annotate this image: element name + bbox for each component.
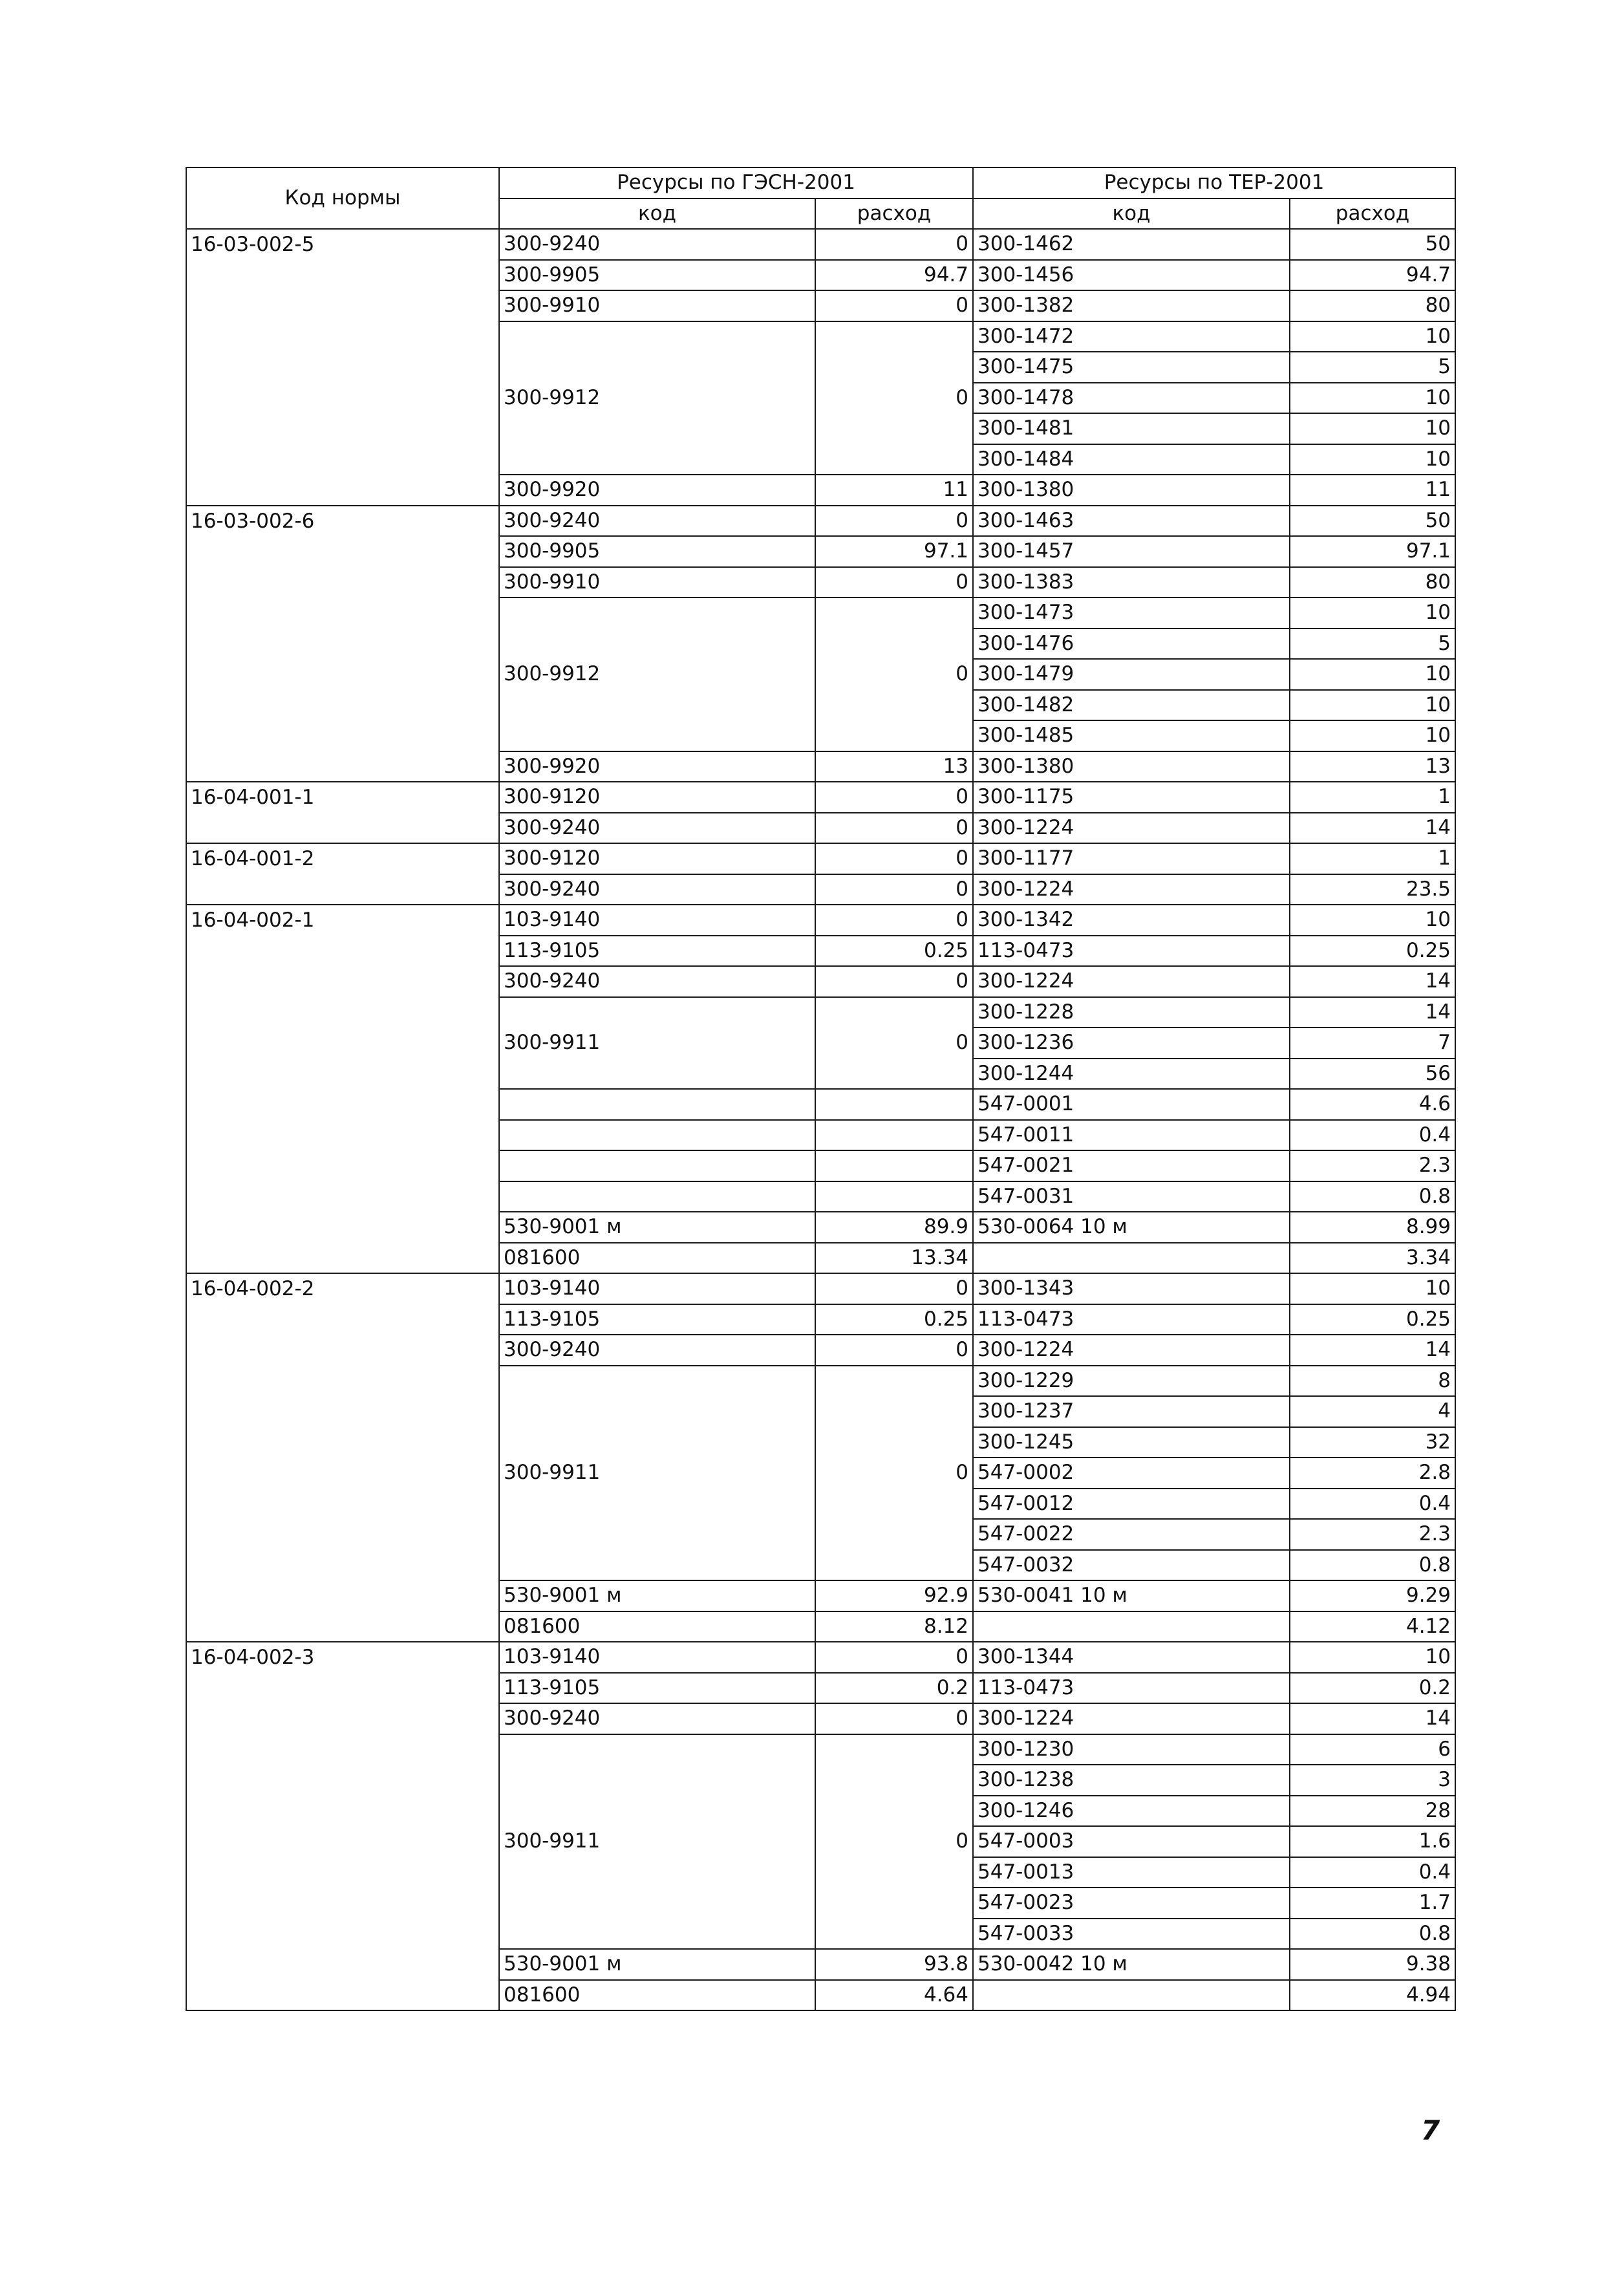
ter-qty-cell: 11 xyxy=(1290,475,1455,506)
ter-code-cell: 547-0013 xyxy=(973,1857,1290,1888)
gesn-qty-cell: 94.7 xyxy=(815,260,973,291)
gesn-qty-cell: 11 xyxy=(815,475,973,506)
gesn-qty-cell: 0.25 xyxy=(815,936,973,967)
ter-code-cell: 300-1382 xyxy=(973,290,1290,321)
gesn-qty-cell: 0 xyxy=(815,1335,973,1366)
ter-qty-cell: 80 xyxy=(1290,290,1455,321)
ter-qty-cell: 32 xyxy=(1290,1427,1455,1458)
gesn-code-cell: 300-9120 xyxy=(499,843,815,874)
ter-qty-cell: 0.2 xyxy=(1290,1673,1455,1704)
gesn-code-cell: 081600 xyxy=(499,1611,815,1642)
gesn-qty-cell: 97.1 xyxy=(815,536,973,567)
ter-code-cell: 547-0023 xyxy=(973,1888,1290,1919)
ter-qty-cell: 1.6 xyxy=(1290,1826,1455,1857)
ter-code-cell: 300-1229 xyxy=(973,1366,1290,1397)
gesn-code-cell: 113-9105 xyxy=(499,936,815,967)
gesn-qty-cell: 8.12 xyxy=(815,1611,973,1642)
gesn-code-cell: 300-9920 xyxy=(499,475,815,506)
header-ter-group: Ресурсы по ТЕР-2001 xyxy=(973,167,1455,199)
ter-code-cell: 300-1457 xyxy=(973,536,1290,567)
ter-code-cell: 300-1472 xyxy=(973,321,1290,352)
header-ter-code: код xyxy=(973,199,1290,230)
ter-code-cell: 300-1478 xyxy=(973,383,1290,414)
ter-qty-cell: 0.8 xyxy=(1290,1550,1455,1581)
gesn-qty-cell: 0 xyxy=(815,874,973,905)
ter-code-cell: 300-1175 xyxy=(973,782,1290,813)
gesn-code-cell: 300-9920 xyxy=(499,751,815,782)
ter-code-cell: 113-0473 xyxy=(973,936,1290,967)
ter-qty-cell: 10 xyxy=(1290,659,1455,690)
ter-code-cell: 300-1481 xyxy=(973,413,1290,444)
ter-qty-cell: 8 xyxy=(1290,1366,1455,1397)
ter-code-cell: 300-1230 xyxy=(973,1734,1290,1765)
ter-code-cell: 300-1380 xyxy=(973,475,1290,506)
norm-code-cell: 16-04-001-2 xyxy=(186,843,499,905)
gesn-code-cell: 300-9910 xyxy=(499,290,815,321)
gesn-qty-cell: 92.9 xyxy=(815,1580,973,1611)
gesn-qty-cell: 0 xyxy=(815,997,973,1090)
ter-code-cell: 300-1246 xyxy=(973,1796,1290,1827)
ter-code-cell: 300-1484 xyxy=(973,444,1290,475)
gesn-qty-cell xyxy=(815,1181,973,1212)
gesn-qty-cell: 0 xyxy=(815,843,973,874)
gesn-qty-cell: 0 xyxy=(815,1273,973,1304)
ter-code-cell: 530-0042 10 м xyxy=(973,1949,1290,1980)
ter-code-cell: 530-0064 10 м xyxy=(973,1212,1290,1243)
ter-code-cell: 547-0021 xyxy=(973,1150,1290,1181)
gesn-qty-cell xyxy=(815,1089,973,1120)
gesn-code-cell xyxy=(499,1120,815,1151)
gesn-qty-cell: 0 xyxy=(815,966,973,997)
gesn-qty-cell: 0 xyxy=(815,321,973,475)
ter-qty-cell: 1 xyxy=(1290,843,1455,874)
gesn-code-cell: 103-9140 xyxy=(499,1273,815,1304)
ter-qty-cell: 50 xyxy=(1290,506,1455,537)
gesn-code-cell: 081600 xyxy=(499,1980,815,2011)
ter-qty-cell: 28 xyxy=(1290,1796,1455,1827)
header-gesn-code: код xyxy=(499,199,815,230)
ter-code-cell: 300-1343 xyxy=(973,1273,1290,1304)
ter-code-cell: 547-0022 xyxy=(973,1519,1290,1550)
ter-code-cell: 547-0032 xyxy=(973,1550,1290,1581)
norm-code-cell: 16-03-002-5 xyxy=(186,229,499,506)
gesn-code-cell: 300-9912 xyxy=(499,597,815,751)
gesn-code-cell: 300-9240 xyxy=(499,966,815,997)
gesn-code-cell: 300-9905 xyxy=(499,536,815,567)
ter-qty-cell: 7 xyxy=(1290,1028,1455,1059)
ter-code-cell: 300-1476 xyxy=(973,629,1290,660)
ter-qty-cell: 4.6 xyxy=(1290,1089,1455,1120)
ter-code-cell: 300-1245 xyxy=(973,1427,1290,1458)
gesn-code-cell: 300-9911 xyxy=(499,1366,815,1581)
ter-qty-cell: 4.94 xyxy=(1290,1980,1455,2011)
ter-qty-cell: 0.8 xyxy=(1290,1181,1455,1212)
ter-code-cell: 113-0473 xyxy=(973,1673,1290,1704)
gesn-qty-cell: 0 xyxy=(815,597,973,751)
gesn-code-cell xyxy=(499,1181,815,1212)
ter-code-cell: 530-0041 10 м xyxy=(973,1580,1290,1611)
ter-qty-cell: 1.7 xyxy=(1290,1888,1455,1919)
ter-code-cell: 547-0002 xyxy=(973,1458,1290,1489)
resource-table xyxy=(186,167,1456,2011)
ter-qty-cell: 9.38 xyxy=(1290,1949,1455,1980)
ter-code-cell: 300-1485 xyxy=(973,720,1290,751)
gesn-code-cell: 081600 xyxy=(499,1243,815,1274)
gesn-code-cell: 530-9001 м xyxy=(499,1949,815,1980)
ter-qty-cell: 2.3 xyxy=(1290,1519,1455,1550)
gesn-qty-cell: 0 xyxy=(815,1366,973,1581)
ter-qty-cell: 97.1 xyxy=(1290,536,1455,567)
ter-code-cell: 300-1224 xyxy=(973,813,1290,844)
gesn-qty-cell: 0 xyxy=(815,905,973,936)
gesn-qty-cell: 0 xyxy=(815,506,973,537)
ter-code-cell: 547-0012 xyxy=(973,1489,1290,1520)
norm-code-cell: 16-04-002-2 xyxy=(186,1273,499,1642)
norm-code-cell: 16-04-001-1 xyxy=(186,782,499,843)
ter-qty-cell: 10 xyxy=(1290,444,1455,475)
gesn-qty-cell: 0 xyxy=(815,229,973,260)
ter-qty-cell: 6 xyxy=(1290,1734,1455,1765)
gesn-qty-cell: 0 xyxy=(815,813,973,844)
gesn-code-cell xyxy=(499,1150,815,1181)
ter-qty-cell: 3 xyxy=(1290,1765,1455,1796)
ter-code-cell: 547-0003 xyxy=(973,1826,1290,1857)
gesn-code-cell: 300-9240 xyxy=(499,1335,815,1366)
ter-code-cell: 300-1456 xyxy=(973,260,1290,291)
ter-qty-cell: 5 xyxy=(1290,629,1455,660)
table-row xyxy=(186,905,1455,936)
gesn-code-cell: 300-9911 xyxy=(499,997,815,1090)
ter-qty-cell: 13 xyxy=(1290,751,1455,782)
ter-qty-cell: 3.34 xyxy=(1290,1243,1455,1274)
ter-qty-cell: 0.4 xyxy=(1290,1857,1455,1888)
gesn-qty-cell xyxy=(815,1120,973,1151)
gesn-code-cell: 530-9001 м xyxy=(499,1580,815,1611)
ter-qty-cell: 10 xyxy=(1290,413,1455,444)
ter-qty-cell: 10 xyxy=(1290,720,1455,751)
ter-code-cell: 300-1177 xyxy=(973,843,1290,874)
gesn-qty-cell xyxy=(815,1150,973,1181)
ter-qty-cell: 94.7 xyxy=(1290,260,1455,291)
ter-code-cell: 300-1236 xyxy=(973,1028,1290,1059)
ter-qty-cell: 9.29 xyxy=(1290,1580,1455,1611)
ter-qty-cell: 10 xyxy=(1290,597,1455,629)
ter-code-cell: 300-1344 xyxy=(973,1642,1290,1673)
ter-qty-cell: 14 xyxy=(1290,966,1455,997)
ter-code-cell: 300-1228 xyxy=(973,997,1290,1028)
ter-code-cell: 300-1383 xyxy=(973,567,1290,598)
gesn-code-cell: 300-9240 xyxy=(499,813,815,844)
ter-code-cell: 300-1463 xyxy=(973,506,1290,537)
gesn-code-cell: 300-9905 xyxy=(499,260,815,291)
header-gesn-qty: расход xyxy=(815,199,973,230)
norm-code-cell: 16-04-002-3 xyxy=(186,1642,499,2010)
ter-code-cell: 300-1224 xyxy=(973,1335,1290,1366)
ter-qty-cell: 50 xyxy=(1290,229,1455,260)
gesn-qty-cell: 0.25 xyxy=(815,1304,973,1335)
ter-code-cell: 300-1244 xyxy=(973,1059,1290,1090)
ter-qty-cell: 2.3 xyxy=(1290,1150,1455,1181)
header-ter-qty: расход xyxy=(1290,199,1455,230)
ter-code-cell: 300-1224 xyxy=(973,1703,1290,1734)
ter-qty-cell: 10 xyxy=(1290,690,1455,721)
header-norm-code: Код нормы xyxy=(186,167,499,229)
ter-qty-cell: 14 xyxy=(1290,1335,1455,1366)
gesn-code-cell: 300-9911 xyxy=(499,1734,815,1950)
ter-code-cell: 300-1224 xyxy=(973,874,1290,905)
gesn-code-cell: 300-9240 xyxy=(499,1703,815,1734)
ter-code-cell: 300-1224 xyxy=(973,966,1290,997)
gesn-qty-cell: 0 xyxy=(815,782,973,813)
ter-qty-cell: 10 xyxy=(1290,321,1455,352)
ter-qty-cell: 4 xyxy=(1290,1396,1455,1427)
ter-code-cell: 113-0473 xyxy=(973,1304,1290,1335)
table-row xyxy=(186,843,1455,874)
gesn-code-cell xyxy=(499,1089,815,1120)
table-row xyxy=(186,782,1455,813)
ter-code-cell: 547-0031 xyxy=(973,1181,1290,1212)
ter-qty-cell: 10 xyxy=(1290,1642,1455,1673)
ter-code-cell: 300-1473 xyxy=(973,597,1290,629)
table-row xyxy=(186,229,1455,260)
gesn-qty-cell: 89.9 xyxy=(815,1212,973,1243)
gesn-qty-cell: 0 xyxy=(815,1734,973,1950)
gesn-code-cell: 300-9240 xyxy=(499,229,815,260)
gesn-qty-cell: 4.64 xyxy=(815,1980,973,2011)
header-gesn-group: Ресурсы по ГЭСН-2001 xyxy=(499,167,973,199)
gesn-qty-cell: 0 xyxy=(815,290,973,321)
gesn-code-cell: 300-9912 xyxy=(499,321,815,475)
ter-code-cell: 300-1238 xyxy=(973,1765,1290,1796)
ter-code-cell: 300-1237 xyxy=(973,1396,1290,1427)
table-row xyxy=(186,506,1455,537)
ter-qty-cell: 4.12 xyxy=(1290,1611,1455,1642)
gesn-qty-cell: 93.8 xyxy=(815,1949,973,1980)
table-body xyxy=(186,229,1455,2010)
ter-qty-cell: 1 xyxy=(1290,782,1455,813)
ter-qty-cell: 14 xyxy=(1290,813,1455,844)
ter-qty-cell: 14 xyxy=(1290,997,1455,1028)
ter-code-cell xyxy=(973,1243,1290,1274)
ter-code-cell: 547-0001 xyxy=(973,1089,1290,1120)
ter-code-cell: 300-1380 xyxy=(973,751,1290,782)
table-row xyxy=(186,1273,1455,1304)
ter-qty-cell: 2.8 xyxy=(1290,1458,1455,1489)
ter-qty-cell: 0.4 xyxy=(1290,1120,1455,1151)
ter-qty-cell: 0.4 xyxy=(1290,1489,1455,1520)
gesn-qty-cell: 0 xyxy=(815,1703,973,1734)
ter-qty-cell: 10 xyxy=(1290,905,1455,936)
page-number: 7 xyxy=(1421,2115,1440,2146)
gesn-code-cell: 530-9001 м xyxy=(499,1212,815,1243)
ter-qty-cell: 5 xyxy=(1290,352,1455,383)
ter-qty-cell: 0.8 xyxy=(1290,1919,1455,1950)
ter-code-cell: 300-1462 xyxy=(973,229,1290,260)
gesn-code-cell: 113-9105 xyxy=(499,1673,815,1704)
gesn-code-cell: 300-9910 xyxy=(499,567,815,598)
norm-code-cell: 16-03-002-6 xyxy=(186,506,499,782)
ter-qty-cell: 23.5 xyxy=(1290,874,1455,905)
ter-code-cell: 300-1482 xyxy=(973,690,1290,721)
gesn-code-cell: 103-9140 xyxy=(499,905,815,936)
ter-code-cell: 300-1475 xyxy=(973,352,1290,383)
ter-code-cell: 547-0011 xyxy=(973,1120,1290,1151)
ter-qty-cell: 0.25 xyxy=(1290,936,1455,967)
gesn-code-cell: 300-9240 xyxy=(499,506,815,537)
gesn-code-cell: 113-9105 xyxy=(499,1304,815,1335)
gesn-code-cell: 103-9140 xyxy=(499,1642,815,1673)
ter-qty-cell: 80 xyxy=(1290,567,1455,598)
gesn-qty-cell: 0.2 xyxy=(815,1673,973,1704)
ter-code-cell xyxy=(973,1611,1290,1642)
ter-qty-cell: 8.99 xyxy=(1290,1212,1455,1243)
gesn-qty-cell: 0 xyxy=(815,567,973,598)
gesn-qty-cell: 0 xyxy=(815,1642,973,1673)
norm-code-cell: 16-04-002-1 xyxy=(186,905,499,1273)
table-header xyxy=(186,167,1455,229)
ter-qty-cell: 14 xyxy=(1290,1703,1455,1734)
gesn-code-cell: 300-9240 xyxy=(499,874,815,905)
ter-qty-cell: 0.25 xyxy=(1290,1304,1455,1335)
ter-code-cell xyxy=(973,1980,1290,2011)
ter-qty-cell: 56 xyxy=(1290,1059,1455,1090)
ter-qty-cell: 10 xyxy=(1290,383,1455,414)
gesn-code-cell: 300-9120 xyxy=(499,782,815,813)
ter-code-cell: 300-1479 xyxy=(973,659,1290,690)
gesn-qty-cell: 13.34 xyxy=(815,1243,973,1274)
ter-code-cell: 547-0033 xyxy=(973,1919,1290,1950)
table-row xyxy=(186,1642,1455,1673)
ter-qty-cell: 10 xyxy=(1290,1273,1455,1304)
ter-code-cell: 300-1342 xyxy=(973,905,1290,936)
gesn-qty-cell: 13 xyxy=(815,751,973,782)
